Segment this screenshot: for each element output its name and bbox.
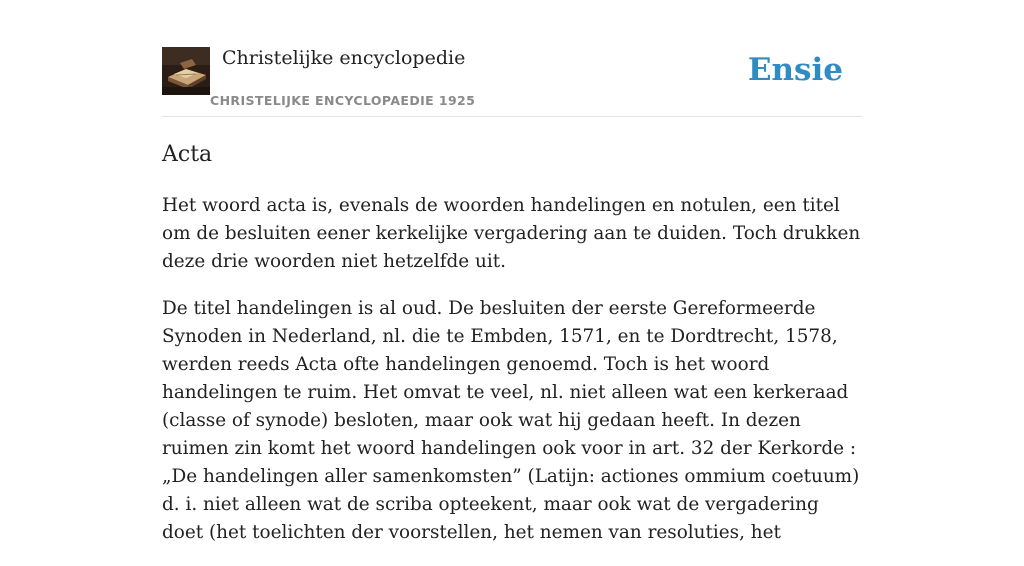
article-title: Acta — [162, 142, 213, 167]
article-paragraph: De titel handelingen is al oud. De besluiten der eerste Gereformeerde Synoden in Nederland, nl. die te Embden, 1571, en te Dordtrecht, 1578, werden reeds Acta ofte handelingen genoemd. Toch is het woord handelingen te ruim. Het omvat te veel, nl. niet alleen wat een kerkeraad (classe of synode) besloten, maar ook wat hij gedaan heeft. In dezen ruimen zin komt het woord handelingen ook voor in art. 32 der Kerkorde : „De handelingen aller samenkomsten” (Latijn: actiones ommium coetuum) d. i. niet alleen wat de scriba opteekent, maar ook wat de vergadering doet (het toelichten der voorstellen, het nemen van resoluties, het — [162, 298, 860, 543]
article-paragraph: Het woord acta is, evenals de woorden handelingen en notulen, een titel om de besluiten eener kerkelijke vergadering aan te duiden. Toch drukken deze drie woorden niet hetzelfde uit. — [162, 195, 861, 272]
article-body — [162, 192, 862, 566]
publication-avatar[interactable] — [162, 47, 210, 95]
ensie-logo[interactable]: Ensie — [747, 52, 843, 88]
book-image-icon — [162, 47, 210, 95]
publication-title[interactable]: Christelijke encyclopedie — [222, 47, 466, 69]
header — [162, 46, 862, 117]
publication-subtitle[interactable]: CHRISTELIJKE ENCYCLOPAEDIE 1925 — [210, 93, 476, 108]
